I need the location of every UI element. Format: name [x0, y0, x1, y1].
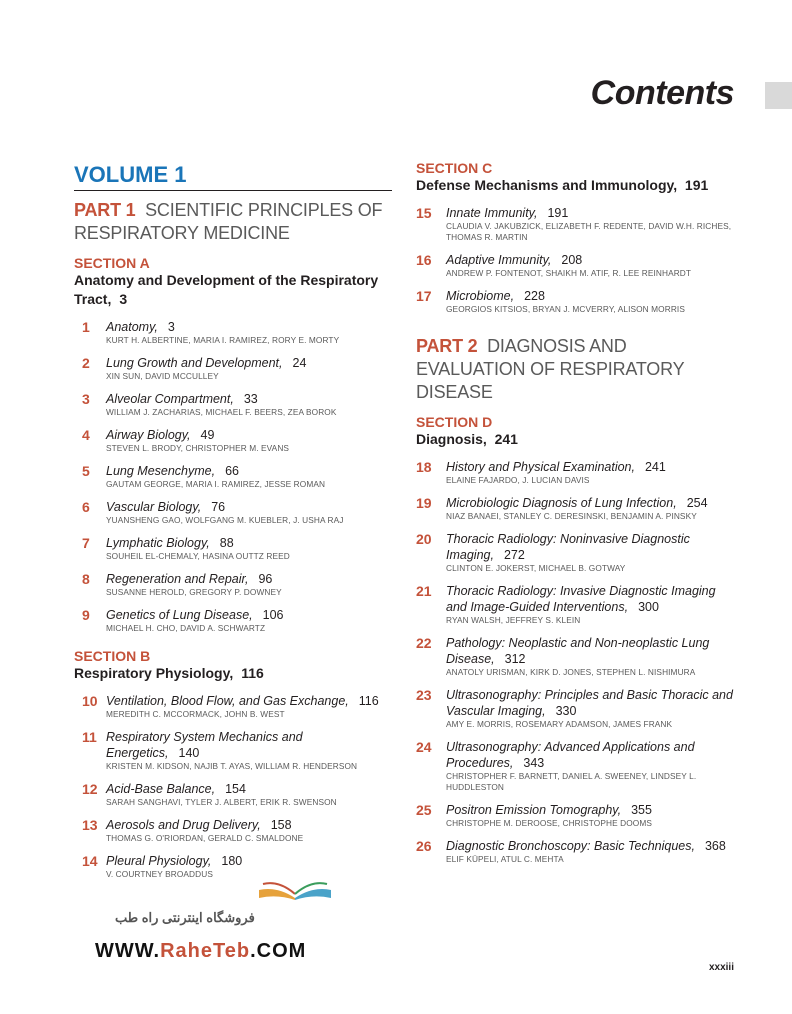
chapter-number: 15	[416, 205, 432, 221]
chapter-authors: SOUHEIL EL-CHEMALY, HASINA OUTTZ REED	[106, 551, 290, 561]
watermark-url: WWW.RaheTeb.COM	[95, 940, 307, 962]
chapter-authors: NIAZ BANAEI, STANLEY C. DERESINSKI, BENJAMIN A. PINSKY	[446, 511, 697, 521]
chapter-authors: CHRISTOPHER F. BARNETT, DANIEL A. SWEENEY, LINDSEY L. HUDDLESTON	[446, 771, 697, 792]
thumb-tab	[765, 82, 792, 109]
chapter-authors: ELAINE FAJARDO, J. LUCIAN DAVIS	[446, 475, 590, 485]
chapter-title: Microbiologic Diagnosis of Lung Infection, 254	[446, 496, 708, 510]
chapter-authors: YUANSHENG GAO, WOLFGANG M. KUEBLER, J. USHA RAJ	[106, 515, 344, 525]
chapter-title: Anatomy, 3	[106, 320, 175, 334]
chapter-page: 272	[503, 548, 525, 562]
chapter-title: Acid-Base Balance, 154	[106, 782, 246, 796]
chapter-title: Ultrasonography: Advanced Applications and Procedures, 343	[446, 740, 695, 770]
chapter-entry[interactable]	[416, 459, 736, 486]
chapter-title: Microbiome, 228	[446, 289, 545, 303]
chapter-authors: STEVEN L. BRODY, CHRISTOPHER M. EVANS	[106, 443, 290, 453]
chapter-authors: MEREDITH C. MCCORMACK, JOHN B. WEST	[106, 709, 285, 719]
chapter-authors: CLINTON E. JOKERST, MICHAEL B. GOTWAY	[446, 563, 626, 573]
chapter-authors: WILLIAM J. ZACHARIAS, MICHAEL F. BEERS, ZEA BOROK	[106, 407, 337, 417]
chapter-entry[interactable]	[74, 781, 392, 808]
section-label: SECTION A	[74, 255, 150, 271]
chapter-title: Pathology: Neoplastic and Non-neoplastic Lung Disease, 312	[446, 636, 710, 666]
chapter-page: 24	[292, 356, 307, 370]
chapter-page: 106	[262, 608, 284, 622]
chapter-title: Alveolar Compartment, 33	[106, 392, 258, 406]
chapter-entry[interactable]	[416, 252, 736, 279]
chapter-page: 254	[686, 496, 708, 510]
chapter-title: Respiratory System Mechanics and Energetics, 140	[106, 730, 303, 760]
section-title: Defense Mechanisms and Immunology, 191	[416, 177, 709, 193]
chapter-page: 208	[561, 253, 583, 267]
chapter-title: Aerosols and Drug Delivery, 158	[106, 818, 292, 832]
chapter-number: 19	[416, 495, 432, 511]
right-column	[416, 158, 736, 874]
chapter-title: Adaptive Immunity, 208	[446, 253, 583, 267]
chapter-title: Pleural Physiology, 180	[106, 854, 243, 868]
part-number: PART 2	[416, 336, 478, 356]
part-heading	[416, 335, 736, 404]
chapter-entry[interactable]	[74, 607, 392, 634]
chapter-authors: SARAH SANGHAVI, TYLER J. ALBERT, ERIK R. SWENSON	[106, 797, 337, 807]
chapter-page: 355	[631, 803, 652, 817]
chapter-number: 26	[416, 838, 432, 854]
chapter-title: Genetics of Lung Disease, 106	[106, 608, 284, 622]
chapter-number: 24	[416, 739, 432, 755]
chapter-number: 25	[416, 802, 432, 818]
chapter-page: 343	[523, 756, 545, 770]
chapter-page: 96	[258, 572, 273, 586]
chapter-entry[interactable]	[74, 355, 392, 382]
part-title: DIAGNOSIS AND EVALUATION OF RESPIRATORY DISEASE	[416, 336, 685, 402]
chapter-page: 140	[178, 746, 200, 760]
chapter-number: 2	[82, 355, 90, 371]
chapter-page: 300	[638, 600, 659, 614]
section-label: SECTION C	[416, 160, 493, 176]
chapter-number: 6	[82, 499, 90, 515]
chapter-authors: ANDREW P. FONTENOT, SHAIKH M. ATIF, R. LEE REINHARDT	[446, 268, 692, 278]
part-title: SCIENTIFIC PRINCIPLES OF RESPIRATORY MEDICINE	[74, 200, 383, 243]
chapter-authors: XIN SUN, DAVID MCCULLEY	[106, 371, 219, 381]
chapter-title: Innate Immunity, 191	[446, 206, 569, 220]
chapter-authors: SUSANNE HEROLD, GREGORY P. DOWNEY	[106, 587, 282, 597]
chapter-authors: KRISTEN M. KIDSON, NAJIB T. AYAS, WILLIAM R. HENDERSON	[106, 761, 358, 771]
chapter-entry[interactable]	[74, 499, 392, 526]
chapter-entry[interactable]	[416, 635, 736, 678]
chapter-title: Lymphatic Biology, 88	[106, 536, 234, 550]
chapter-entry[interactable]	[74, 729, 392, 772]
chapter-authors: GAUTAM GEORGE, MARIA I. RAMIREZ, JESSE ROMAN	[106, 479, 326, 489]
chapter-number: 22	[416, 635, 432, 651]
chapter-authors: ANATOLY URISMAN, KIRK D. JONES, STEPHEN L. NISHIMURA	[446, 667, 696, 677]
section-title: Respiratory Physiology, 116	[74, 665, 264, 681]
chapter-entry[interactable]	[74, 463, 392, 490]
chapter-number: 16	[416, 252, 432, 268]
chapter-number: 7	[82, 535, 90, 551]
chapter-number: 17	[416, 288, 432, 304]
chapter-page: 191	[547, 206, 569, 220]
chapter-title: Lung Mesenchyme, 66	[106, 464, 239, 478]
chapter-page: 228	[524, 289, 545, 303]
section-title: Anatomy and Development of the Respiratory Tract, 3	[74, 272, 379, 307]
chapter-page: 158	[270, 818, 292, 832]
chapter-number: 12	[82, 781, 98, 797]
chapter-entry[interactable]	[416, 205, 736, 243]
part-number: PART 1	[74, 200, 136, 220]
chapter-authors: KURT H. ALBERTINE, MARIA I. RAMIREZ, RORY E. MORTY	[106, 335, 340, 345]
chapter-entry[interactable]	[74, 427, 392, 454]
chapter-number: 11	[82, 729, 97, 745]
chapter-number: 20	[416, 531, 432, 547]
chapter-authors: MICHAEL H. CHO, DAVID A. SCHWARTZ	[106, 623, 266, 633]
chapter-page: 312	[504, 652, 526, 666]
chapter-number: 5	[82, 463, 90, 479]
chapter-number: 1	[82, 319, 90, 335]
chapter-page: 116	[358, 694, 379, 708]
chapter-entry[interactable]	[74, 571, 392, 598]
chapter-number: 10	[82, 693, 98, 709]
part-heading	[74, 199, 392, 245]
chapter-number: 23	[416, 687, 432, 703]
chapter-page: 180	[221, 854, 243, 868]
section-d-chapters	[416, 459, 736, 865]
chapter-entry[interactable]	[416, 583, 736, 626]
chapter-page: 76	[211, 500, 226, 514]
chapter-number: 13	[82, 817, 98, 833]
chapter-page: 368	[704, 839, 726, 853]
chapter-page: 241	[644, 460, 666, 474]
chapter-page: 66	[225, 464, 239, 478]
chapter-page: 3	[167, 320, 175, 334]
chapter-entry[interactable]	[416, 687, 736, 730]
section-label: SECTION B	[74, 648, 151, 664]
chapter-title: Regeneration and Repair, 96	[106, 572, 273, 586]
chapter-title: Ultrasonography: Principles and Basic Thoracic and Vascular Imaging, 330	[446, 688, 733, 718]
watermark-persian-text: فروشگاه اینترنتی راه طب	[115, 910, 255, 925]
chapter-entry[interactable]	[416, 288, 736, 315]
chapter-authors: AMY E. MORRIS, ROSEMARY ADAMSON, JAMES FRANK	[446, 719, 673, 729]
chapter-authors: CHRISTOPHE M. DEROOSE, CHRISTOPHE DOOMS	[446, 818, 652, 828]
chapter-page: 88	[219, 536, 234, 550]
chapter-title: Diagnostic Bronchoscopy: Basic Techniques, 368	[446, 839, 726, 853]
section-title: Diagnosis, 241	[416, 431, 518, 447]
chapter-entry[interactable]	[416, 531, 736, 574]
chapter-number: 3	[82, 391, 90, 407]
chapter-number: 9	[82, 607, 90, 623]
chapter-page: 49	[200, 428, 215, 442]
chapter-authors: ELIF KÜPELI, ATUL C. MEHTA	[446, 854, 564, 864]
chapter-page: 330	[555, 704, 577, 718]
chapter-title: Positron Emission Tomography, 355	[446, 803, 652, 817]
chapter-number: 8	[82, 571, 90, 587]
chapter-authors: RYAN WALSH, JEFFREY S. KLEIN	[446, 615, 581, 625]
chapter-number: 18	[416, 459, 432, 475]
chapter-title: Ventilation, Blood Flow, and Gas Exchange, 116	[106, 694, 379, 708]
chapter-number: 4	[82, 427, 90, 443]
chapter-entry[interactable]	[416, 739, 736, 793]
chapter-title: Thoracic Radiology: Noninvasive Diagnostic Imaging, 272	[446, 532, 690, 562]
chapter-entry[interactable]	[74, 817, 392, 844]
chapter-entry[interactable]	[74, 391, 392, 418]
chapter-title: Vascular Biology, 76	[106, 500, 226, 514]
chapter-page: 154	[225, 782, 246, 796]
book-logo-icon	[255, 876, 335, 902]
chapter-entry[interactable]	[74, 693, 392, 720]
page-number: xxxiii	[708, 962, 734, 973]
chapter-entry[interactable]	[74, 319, 392, 346]
section-c-chapters	[416, 205, 736, 315]
chapter-page: 33	[243, 392, 258, 406]
chapter-number: 21	[416, 583, 432, 599]
watermark	[95, 872, 345, 972]
chapter-title: Lung Growth and Development, 24	[106, 356, 307, 370]
chapter-entry[interactable]	[416, 802, 736, 829]
chapter-entry[interactable]	[74, 535, 392, 562]
page-title: Contents	[590, 74, 734, 112]
section-label: SECTION D	[416, 414, 493, 430]
left-sections	[74, 255, 392, 880]
chapter-title: Thoracic Radiology: Invasive Diagnostic Imaging and Image-Guided Interventions, 300	[446, 584, 716, 614]
chapter-number: 14	[82, 853, 98, 869]
left-column	[74, 158, 392, 889]
chapter-title: Airway Biology, 49	[106, 428, 215, 442]
chapter-entry[interactable]	[416, 838, 736, 865]
volume-heading: VOLUME 1	[74, 162, 392, 191]
chapter-authors: V. COURTNEY BROADDUS	[106, 869, 213, 879]
chapter-entry[interactable]	[416, 495, 736, 522]
chapter-title: History and Physical Examination, 241	[446, 460, 666, 474]
chapter-authors: GEORGIOS KITSIOS, BRYAN J. MCVERRY, ALISON MORRIS	[446, 304, 685, 314]
chapter-authors: THOMAS G. O'RIORDAN, GERALD C. SMALDONE	[106, 833, 304, 843]
chapter-authors: CLAUDIA V. JAKUBZICK, ELIZABETH F. REDENTE, DAVID W.H. RICHES, THOMAS R. MARTIN	[446, 221, 732, 242]
